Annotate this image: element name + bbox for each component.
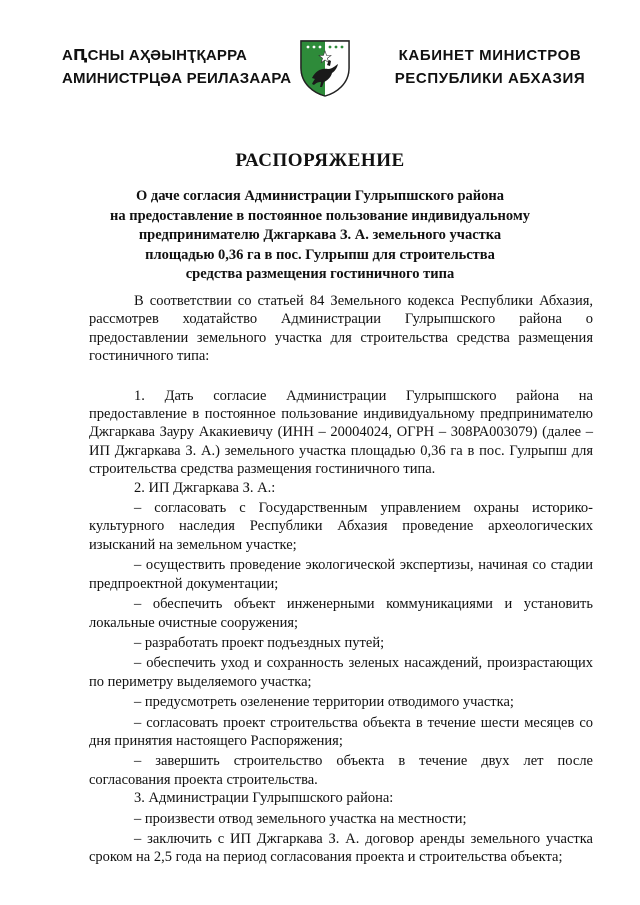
item-3-bullet: – заключить с ИП Джгаркава З. А. договор аренды земельного участка сроком на 2,5 года на период согласования проекта и строительства объекта; xyxy=(89,830,593,866)
item-1-paragraph: 1. Дать согласие Администрации Гулрыпшского района на предоставление в постоянное пользование индивидуальному предпринимателю Джгаркава Зауру Акакиевичу (ИНН – 20004024, ОГРН – 308РА003079) (далее – ИП Джгаркава З. А.) земельного участка площадью 0,36 га в пос. Гулрыпш для строительства средства размещения гостиничного типа. xyxy=(89,387,593,478)
preamble-paragraph: В соответствии со статьей 84 Земельного кодекса Республики Абхазия, рассмотрев ходатайство Администрации Гулрыпшского района о предоставлении земельного участка для строительства средства размещения гостиничного типа: xyxy=(89,293,593,365)
item-3-heading: 3. Администрации Гулрыпшского района: xyxy=(134,790,394,807)
abkhazia-emblem-icon xyxy=(298,38,352,98)
item-2-bullet: – согласовать проект строительства объекта в течение шести месяцев со дня принятия настоящего Распоряжения; xyxy=(89,714,593,749)
item-2-bullet: – предусмотреть озеленение территории отводимого участка; xyxy=(134,694,514,711)
item-3-bullet: – произвести отвод земельного участка на местности; xyxy=(134,810,467,827)
letterhead-russian-line1: КАБИНЕТ МИНИСТРОВ xyxy=(398,47,582,64)
item-2-bullet: – согласовать с Государственным управлением охраны историко-культурного наследия Республики Абхазия проведение археологических изысканий на земельном участке; xyxy=(89,500,593,553)
document-subject xyxy=(100,187,540,285)
subject-line: предпринимателю Джгаркава З. А. земельного участка xyxy=(138,227,502,243)
document-title: РАСПОРЯЖЕНИЕ xyxy=(235,150,405,171)
subject-line: О даче согласия Администрации Гулрыпшского района xyxy=(136,188,504,204)
letterhead-russian-line2: РЕСПУБЛИКИ АБХАЗИЯ xyxy=(394,70,586,87)
item-2-bullet: – обеспечить объект инженерными коммуникациями и установить локальные очистные сооружения; xyxy=(89,596,593,631)
item-2-bullet: – завершить строительство объекта в течение двух лет после согласования проекта строительства. xyxy=(89,753,593,788)
subject-line: средства размещения гостиничного типа xyxy=(185,266,455,282)
subject-line: на предоставление в постоянное пользование индивидуальному xyxy=(109,207,531,224)
item-2-bullet: – осуществить проведение экологической экспертизы, начиная со стадии предпроектной документации; xyxy=(89,557,593,592)
letterhead-abkhaz-line2: АМИНИСТРЦӘА РЕИЛАЗААРА xyxy=(62,70,292,87)
letterhead xyxy=(0,0,640,100)
item-2-bullet: – обеспечить уход и сохранность зеленых насаждений, произрастающих по периметру выделяемого участка; xyxy=(89,655,593,690)
item-2-bullet: – разработать проект подъездных путей; xyxy=(134,634,385,651)
letterhead-abkhaz-line1: АԤСНЫ АҲӘЫНҬҚАРРА xyxy=(62,47,248,64)
letterhead-abkhaz xyxy=(62,44,292,90)
document-body xyxy=(89,292,593,867)
letterhead-russian xyxy=(380,44,600,90)
item-2-heading: 2. ИП Джгаркава З. А.: xyxy=(134,479,276,496)
subject-line: площадью 0,36 га в пос. Гулрыпш для строительства xyxy=(145,246,495,263)
